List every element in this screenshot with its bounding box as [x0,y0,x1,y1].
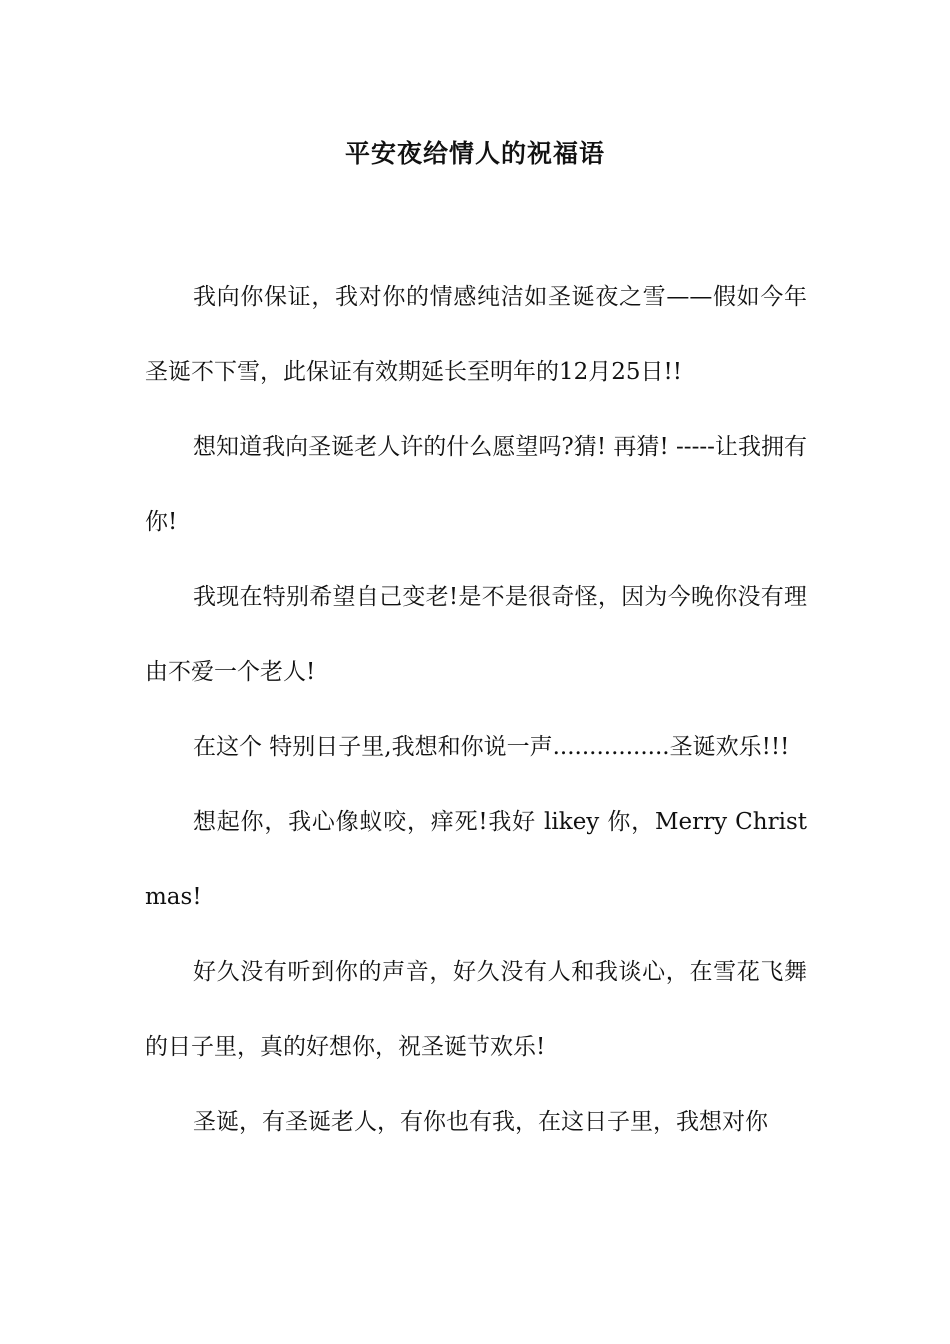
paragraph-7: 圣诞，有圣诞老人，有你也有我，在这日子里，我想对你 [193,1109,768,1135]
paragraph-1: 我向你保证，我对你的情感纯洁如圣诞夜之雪——假如今年圣诞不下雪，此保证有效期延长至明年的12月25日!! [145,284,807,385]
paragraph-6: 好久没有听到你的声音，好久没有人和我谈心，在雪花飞舞的日子里，真的好想你，祝圣诞节欢乐! [145,959,807,1060]
paragraph-2: 想知道我向圣诞老人许的什么愿望吗?猜! 再猜! -----让我拥有你! [145,434,807,535]
paragraph-4: 在这个 特别日子里,我想和你说一声................圣诞欢乐!!! [193,734,790,760]
document-title: 平安夜给情人的祝福语 [344,139,605,168]
document-body [145,260,807,1160]
paragraph-3: 我现在特别希望自己变老!是不是很奇怪，因为今晚你没有理由不爱一个老人! [145,584,807,685]
paragraph-5: 想起你，我心像蚁咬，痒死!我好 likey 你，Merry Christmas! [145,809,807,910]
